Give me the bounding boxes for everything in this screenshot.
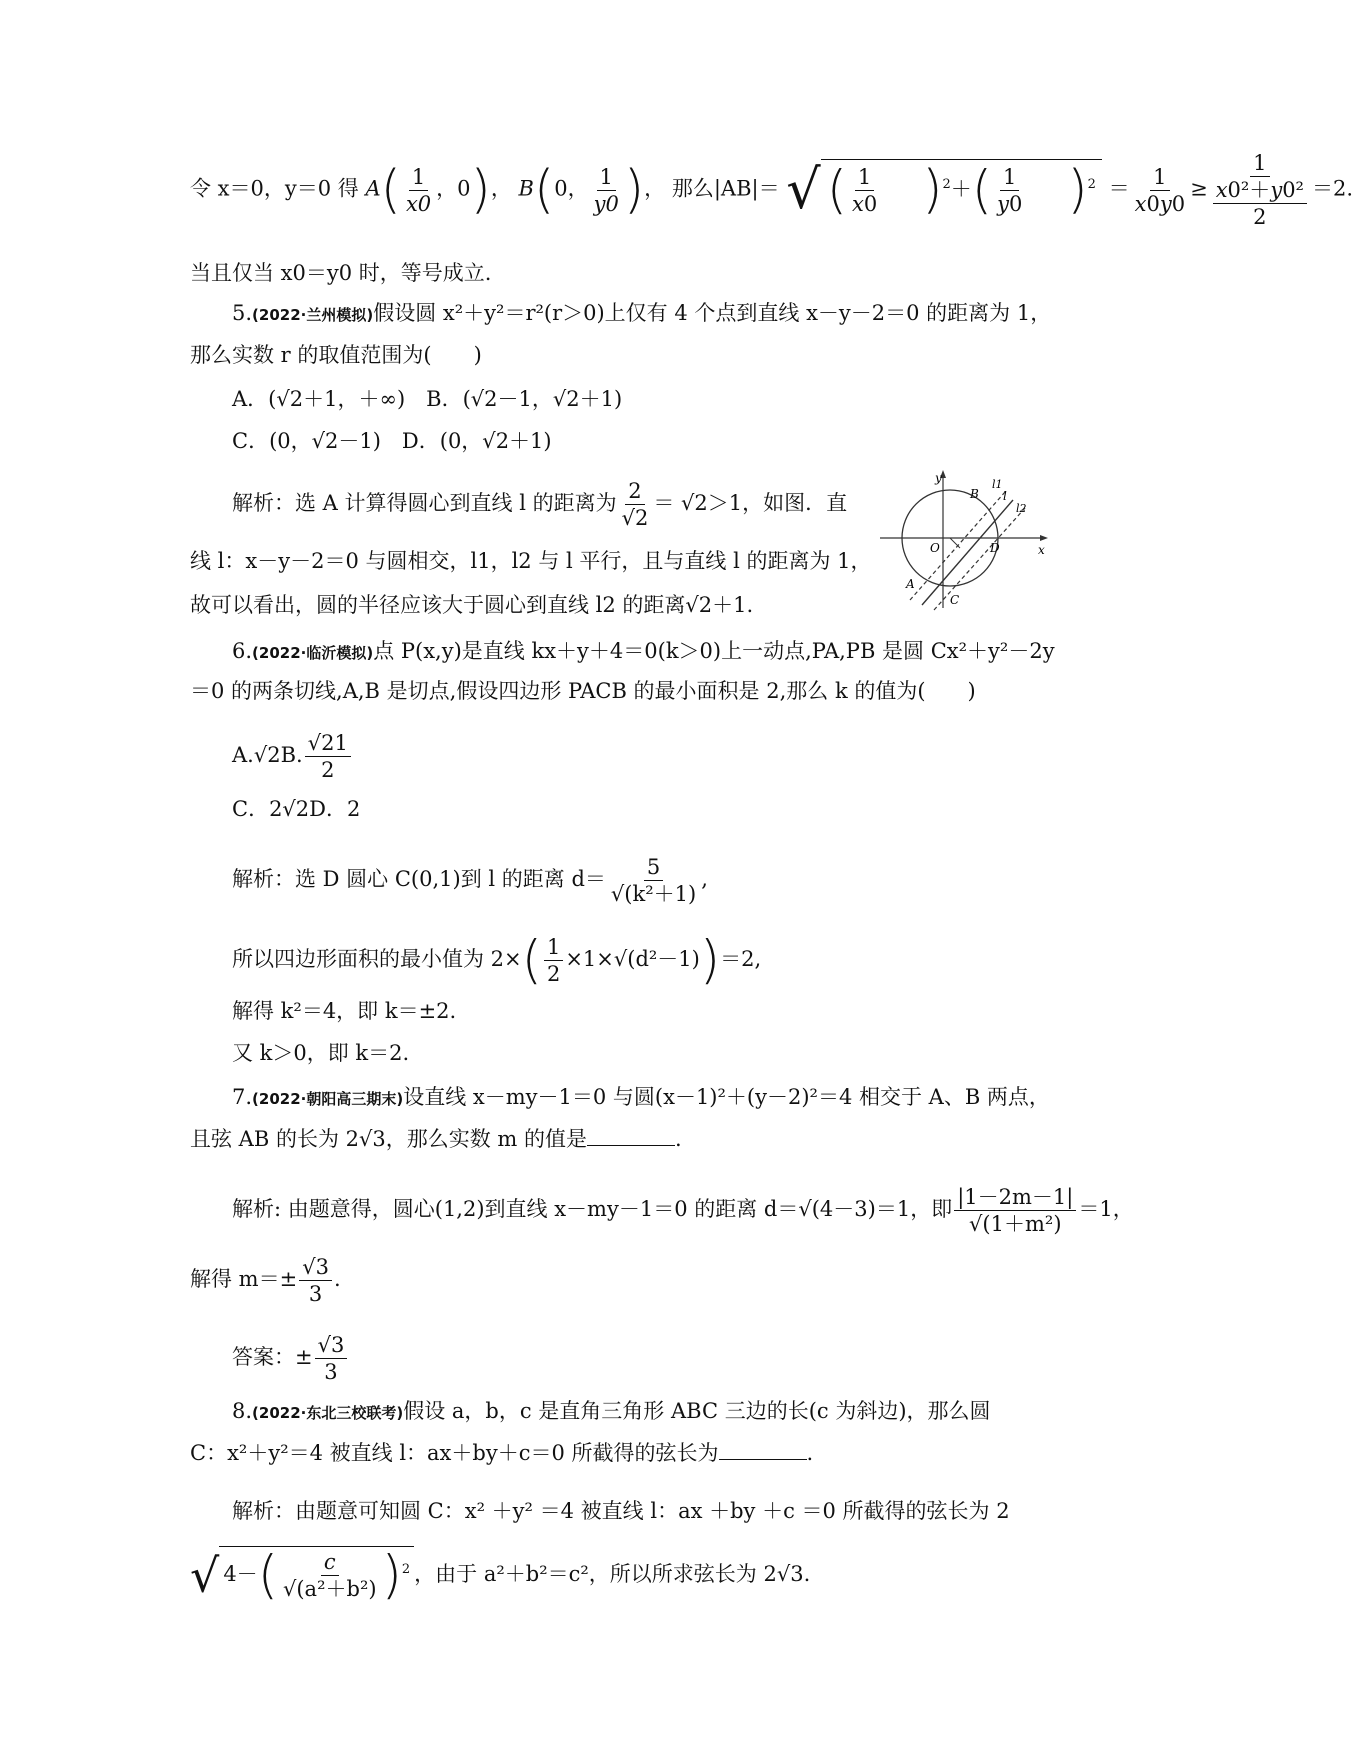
fraction — [403, 164, 434, 217]
q6-number: 6. — [232, 639, 253, 663]
num: c — [321, 1549, 339, 1576]
text: 令 x＝0，y＝0 得 — [190, 176, 359, 201]
x-axis-arrow — [1040, 535, 1048, 541]
den: 2 — [546, 962, 561, 986]
label-C: C — [950, 593, 960, 607]
fraction — [299, 1254, 332, 1307]
num: √3 — [315, 1332, 348, 1359]
q8-solution-line1: 解析：由题意可知圆 C：x² ＋y² ＝4 被直线 l：ax ＋by ＋c ＝0 所截得的弦长为 2 — [232, 1499, 1010, 1523]
fraction — [608, 854, 699, 907]
num: 1 — [544, 934, 563, 961]
text: ＝1， — [1078, 1197, 1134, 1221]
q7-line1 — [232, 1082, 1050, 1114]
num: 2 — [625, 478, 644, 505]
q5-line2: 那么实数 r 的取值范围为( ) — [190, 343, 482, 367]
q8-source: (2022·东北三校联考) — [252, 1404, 404, 1422]
den: y0 — [593, 191, 619, 216]
label-l2: l2 — [1016, 502, 1027, 515]
label-O: O — [930, 541, 940, 555]
label-l: l — [1003, 489, 1007, 503]
q7-line2: 且弦 AB 的长为 2√3，那么实数 m 的值是 . — [190, 1127, 682, 1151]
q5-solution-line3: 故可以看出，圆的半径应该大于圆心到直线 l2 的距离√2＋1. — [190, 593, 754, 617]
den: 3 — [308, 1282, 323, 1306]
q6-text: 点 P(x,y)是直线 kx＋y＋4＝0(k＞0)上一动点,PA,PB 是圆 Cx²＋y²－2y — [373, 639, 1055, 663]
text: 4－ — [223, 1562, 258, 1586]
text: 答案：± — [232, 1345, 313, 1369]
q7-number: 7. — [232, 1085, 253, 1109]
label-D: D — [990, 541, 1000, 555]
q8-line1 — [232, 1396, 991, 1428]
den: √(k²＋1) — [610, 882, 697, 906]
fraction — [591, 164, 622, 217]
q6-solution-line3: 解得 k²＝4，即 k＝±2. — [232, 999, 457, 1023]
q8-text: 假设 a，b，c 是直角三角形 ABC 三边的长(c 为斜边)，那么圆 — [403, 1399, 991, 1423]
q8-number: 8. — [232, 1399, 253, 1423]
label-A: A — [906, 577, 915, 591]
label-B: B — [970, 487, 979, 501]
text: 解析：选 D 圆心 C(0,1)到 l 的距离 d＝ — [232, 867, 606, 891]
q5-options-ab: A．(√2＋1，＋∞) B．(√2－1，√2＋1) — [232, 387, 623, 411]
text: C：x²＋y²＝4 被直线 l：ax＋by＋c＝0 所截得的弦长为 — [190, 1441, 719, 1465]
q8-solution-line2: √ 4－( $\frac{c}{\text{√(a²＋b²)}}$ )$^2$ ，由于 a²＋b²＝c²，所以所求弦长为 2√3. — [190, 1545, 811, 1606]
den: 3 — [324, 1360, 338, 1384]
text: 解析：选 A 计算得圆心到直线 l 的距离为 — [232, 491, 617, 515]
num: 1 — [409, 164, 428, 191]
label-x: x — [1038, 543, 1045, 557]
num: 1 — [597, 164, 616, 191]
q5-options-cd: C．(0，√2－1) D．(0，√2＋1) — [232, 429, 552, 453]
q6-source: (2022·临沂模拟) — [252, 644, 374, 662]
text: ＝ √2＞1，如图．直 — [653, 491, 848, 515]
zero: 0 — [457, 176, 471, 201]
den: √2 — [621, 506, 649, 530]
fraction — [619, 478, 652, 531]
fraction — [954, 1184, 1076, 1237]
text: ×1×√(d²－1) — [565, 947, 700, 971]
num: √21 — [305, 730, 351, 757]
q7-text: 设直线 x－my－1＝0 与圆(x－1)²＋(y－2)²＝4 相交于 A、B 两点， — [403, 1085, 1050, 1109]
q6-line2: ＝0 的两条切线,A,B 是切点,假设四边形 PACB 的最小面积是 2,那么 k 的值为( ) — [190, 679, 976, 703]
q6-options-ab — [232, 730, 353, 783]
fraction — [280, 1549, 380, 1602]
q7-solution-line1 — [232, 1184, 1134, 1237]
q7-answer — [232, 1332, 349, 1385]
den: x0 — [405, 191, 432, 216]
q6-solution-line4: 又 k＞0，即 k＝2. — [232, 1041, 410, 1065]
fraction — [544, 934, 563, 987]
den: 2 — [321, 758, 335, 782]
q6-line1 — [232, 636, 1055, 668]
text: 那么|AB|＝ — [671, 176, 780, 201]
num: |1－2m－1| — [954, 1184, 1076, 1211]
q5-text: 假设圆 x²＋y²＝r²(r＞0)上仅有 4 个点到直线 x－y－2＝0 的距离为 1， — [373, 301, 1052, 325]
q8-line2: C：x²＋y²＝4 被直线 l：ax＋by＋c＝0 所截得的弦长为 . — [190, 1441, 814, 1465]
q5-number: 5. — [232, 301, 253, 325]
fraction — [315, 1332, 348, 1385]
q7-source: (2022·朝阳高三期末) — [252, 1090, 404, 1108]
q5-solution-line1 — [232, 478, 847, 531]
point-B: B — [518, 176, 534, 201]
answer-blank[interactable] — [719, 1441, 807, 1460]
text: , — [701, 867, 708, 891]
text: A.√2B. — [232, 743, 303, 767]
q6-solution-line2: 所以四边形面积的最小值为 2×( $\frac{1}{2}$ ×1×√(d²－1))＝2, — [232, 930, 762, 991]
perpendicular — [950, 538, 960, 548]
line-equality: 当且仅当 x0＝y0 时，等号成立. — [190, 261, 492, 285]
line-l2 — [934, 508, 1025, 610]
q6-options-cd: C．2√2D．2 — [232, 797, 361, 821]
label-l1: l1 — [992, 478, 1003, 491]
text: 且弦 AB 的长为 2√3，那么实数 m 的值是 — [190, 1127, 587, 1151]
q6-solution-line1 — [232, 854, 708, 907]
den: √(1＋m²) — [969, 1212, 1062, 1236]
q5-line1 — [232, 298, 1051, 330]
answer-blank[interactable] — [587, 1127, 675, 1146]
fraction — [305, 730, 351, 783]
num: √3 — [299, 1254, 332, 1281]
q5-solution-line2: 线 l：x－y－2＝0 与圆相交，l1，l2 与 l 平行，且与直线 l 的距离为 1， — [190, 549, 872, 573]
text: 解析: 由题意得，圆心(1,2)到直线 x－my－1＝0 的距离 d＝√(4－3)＝1，即 — [232, 1197, 953, 1221]
text: ＝2. — [1311, 176, 1353, 201]
q5-source: (2022·兰州模拟) — [252, 306, 374, 324]
num: 5 — [644, 854, 663, 881]
text: ＝2, — [720, 947, 762, 971]
text: ，由于 a²＋b²＝c²，所以所求弦长为 2√3. — [414, 1562, 811, 1586]
text: 所以四边形面积的最小值为 2× — [232, 947, 522, 971]
text: 解得 m＝± — [190, 1267, 298, 1291]
q7-solution-line2: 解得 m＝± $\frac{√3}{3}$ . — [190, 1255, 341, 1306]
line-intercepts: 令 x＝0，y＝0 得 A( $\frac{1}{x0}$ ，0)， B(0， $\frac{1}{y0}$ )， 那么|AB|＝ √ ( $\frac{1}{x0}$ )$^2$＋( $\frac{1}{y0}$ )$^2$ ＝ $\frac{1}{x0y0}$ ≥ $\frac{1}{\frac{\text{x0²＋y0²}}{2}}$ ＝2. — [190, 151, 1353, 229]
den: √(a²＋b²) — [282, 1577, 377, 1601]
point-A: A — [365, 176, 381, 201]
circle-lines-figure — [880, 470, 1050, 610]
label-y: y — [935, 471, 942, 485]
